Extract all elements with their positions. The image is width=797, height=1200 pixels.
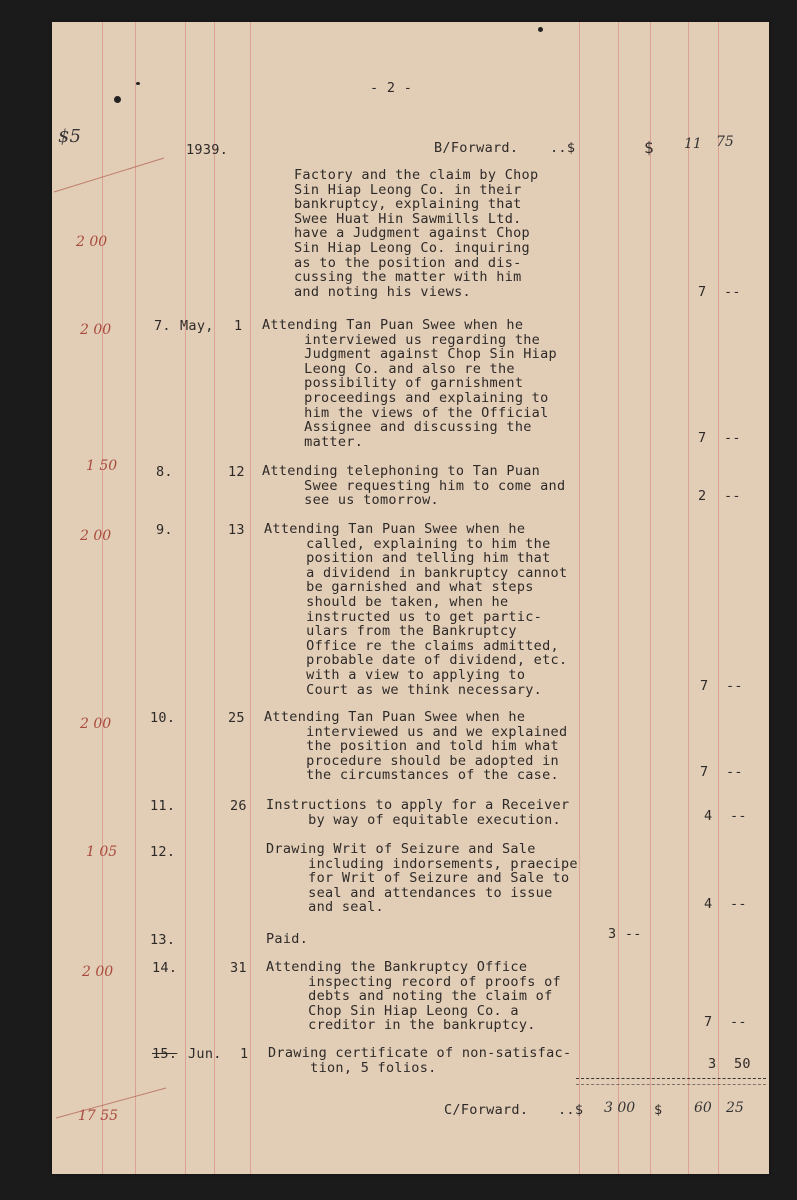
entry-number: 11. [150, 798, 176, 814]
margin-note: $5 [58, 126, 81, 147]
entry-day: 1 [240, 1046, 249, 1062]
entry-cents: -- [724, 284, 741, 300]
ledger-page [52, 22, 769, 1174]
entry-cents: 50 [734, 1056, 751, 1072]
entry-cents: -- [724, 430, 741, 446]
rule-line [718, 22, 719, 1174]
carried-forward-cents: 25 [726, 1100, 744, 1116]
entry-month: Jun. [188, 1046, 222, 1062]
rule-line [688, 22, 689, 1174]
entry-cents: -- [724, 488, 741, 504]
margin-total: 17 55 [78, 1108, 119, 1124]
carried-forward-label: C/Forward. [444, 1102, 529, 1118]
brought-forward-dots: ..$ [550, 140, 576, 156]
entry-text: Attending telephoning to Tan Puan Swee requesting him to come and see us tomorrow. [262, 463, 566, 509]
rule-line [250, 22, 251, 1174]
entry-text: Paid. [266, 931, 309, 947]
carried-forward-dots: ..$ [558, 1102, 584, 1118]
entry-text: Attending the Bankruptcy Office inspecting record of proofs of debts and noting the claim of Chop Sin Hiap Leong Co. a creditor in the bankruptcy. [266, 959, 561, 1034]
entry-number: 10. [150, 710, 176, 726]
entry-dollars: 3 [708, 1056, 717, 1072]
entry-month: May, [180, 318, 214, 334]
carried-forward-dollars: 60 [694, 1100, 712, 1116]
entry-dollars: 2 [698, 488, 707, 504]
dollar-sign: $ [644, 138, 654, 157]
entry-dollars: 7 [698, 284, 707, 300]
entry-text: Factory and the claim by Chop Sin Hiap Leong Co. in their bankruptcy, explaining that Swee Huat Hin Sawmills Ltd. have a Judgment against Chop Sin Hiap Leong Co. inquiring as to the position and dis- cussing the matter with him and noting his views. [294, 167, 539, 300]
margin-amount: 2 00 [80, 528, 112, 544]
entry-dollars: 7 [704, 1014, 713, 1030]
entry-cents: -- [730, 896, 747, 912]
total-rule [576, 1084, 766, 1085]
entry-number: 9. [156, 522, 173, 538]
entry-dollars: 7 [700, 678, 709, 694]
entry-number: 7. [154, 318, 171, 334]
rule-line [102, 22, 103, 1174]
brought-forward-dollars: 11 [684, 136, 702, 152]
brought-forward-cents: 75 [716, 134, 734, 150]
brought-forward-label: B/Forward. [434, 140, 519, 156]
entry-dollars: 7 [700, 764, 709, 780]
page-number: - 2 - [370, 80, 413, 96]
entry-number: 8. [156, 464, 173, 480]
rule-line [579, 22, 580, 1174]
entry-number: 13. [150, 932, 176, 948]
total-rule [576, 1078, 766, 1079]
pencil-stroke [52, 154, 172, 194]
paid-amount: 3 -- [608, 926, 642, 942]
margin-amount: 2 00 [82, 964, 114, 980]
entry-day: 31 [230, 960, 247, 976]
entry-cents: -- [730, 808, 747, 824]
margin-amount: 1 50 [86, 458, 118, 474]
entry-day: 25 [228, 710, 245, 726]
rule-line [214, 22, 215, 1174]
entry-cents: -- [726, 764, 743, 780]
entry-number: 15. [152, 1046, 178, 1062]
ink-spot [136, 82, 140, 85]
entry-day: 13 [228, 522, 245, 538]
ink-spot [114, 96, 121, 103]
entry-cents: -- [726, 678, 743, 694]
entry-day: 12 [228, 464, 245, 480]
entry-dollars: 7 [698, 430, 707, 446]
entry-dollars: 4 [704, 896, 713, 912]
entry-day: 1 [234, 318, 243, 334]
rule-line [185, 22, 186, 1174]
entry-number: 12. [150, 844, 176, 860]
entry-day: 26 [230, 798, 247, 814]
year-label: 1939. [186, 142, 229, 158]
entry-text: Drawing Writ of Seizure and Sale including indorsements, praecipe for Writ of Seizure and Sale to seal and attendances to issue and seal. [266, 841, 578, 916]
entry-text: Attending Tan Puan Swee when he interviewed us and we explained the position and told him what procedure should be adopted in the circumstances of the case. [264, 709, 568, 784]
entry-number: 14. [152, 960, 178, 976]
rule-line [618, 22, 619, 1174]
entry-text: Instructions to apply for a Receiver by way of equitable execution. [266, 797, 570, 828]
entry-text: Attending Tan Puan Swee when he interviewed us regarding the Judgment against Chop Sin Hiap Leong Co. and also re the possibility of garnishment proceedings and explaining to him the views of the Official Assignee and discussing the matter. [262, 317, 557, 450]
entry-cents: -- [730, 1014, 747, 1030]
margin-amount: 1 05 [86, 844, 118, 860]
rule-line [650, 22, 651, 1174]
paid-total: 3 00 [604, 1100, 636, 1116]
ink-spot [538, 27, 543, 32]
entry-text: Drawing certificate of non-satisfac- tion, 5 folios. [268, 1045, 572, 1076]
margin-amount: 2 00 [76, 234, 108, 250]
rule-line [135, 22, 136, 1174]
margin-amount: 2 00 [80, 716, 112, 732]
dollar-sign: $ [654, 1102, 663, 1118]
entry-text: Attending Tan Puan Swee when he called, explaining to him the position and telling him that a dividend in bankruptcy cannot be garnished and what steps should be taken, when he instructed us to get partic- ulars from the Bankruptcy Office re the claims admitted, probable date of dividend, etc. with a view to applying to Court as we think necessary. [264, 521, 568, 698]
margin-amount: 2 00 [80, 322, 112, 338]
entry-dollars: 4 [704, 808, 713, 824]
